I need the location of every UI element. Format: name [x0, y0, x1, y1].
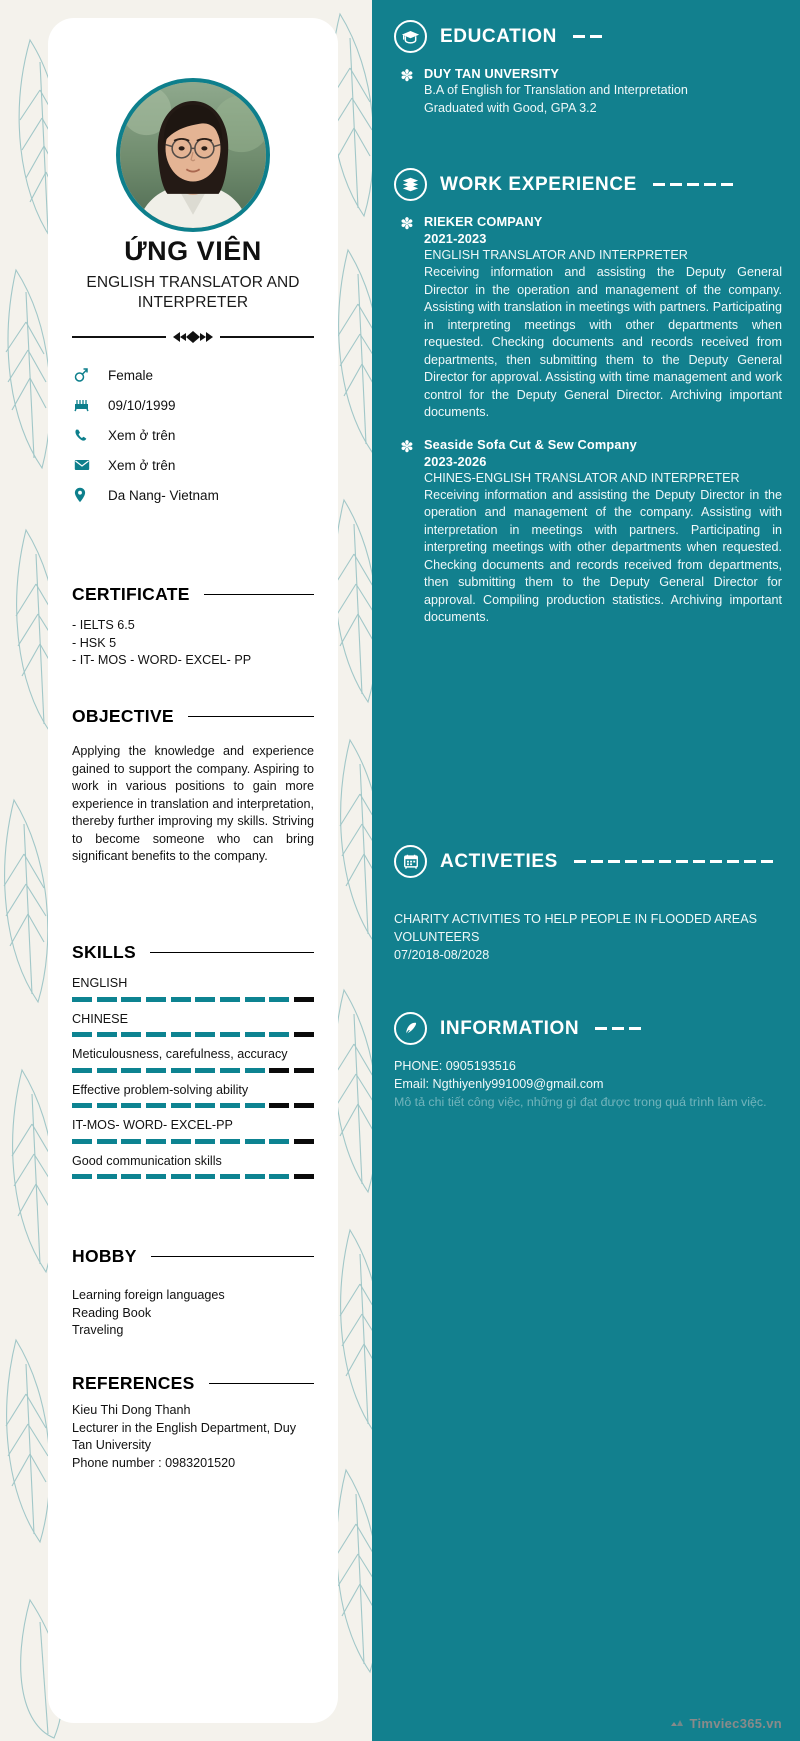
- asterisk-icon: ✽: [400, 216, 414, 233]
- birthdate-value: 09/10/1999: [108, 397, 176, 413]
- skill-segment: [121, 997, 141, 1002]
- skill-segment: [195, 1068, 215, 1073]
- personal-info-list: [74, 360, 318, 510]
- skill-segment: [220, 1103, 240, 1108]
- skill-segment: [171, 997, 191, 1002]
- hobby-section: [72, 1246, 314, 1340]
- candidate-role: ENGLISH TRANSLATOR AND INTERPRETER: [86, 274, 300, 311]
- skill-level-bar: [72, 1174, 314, 1179]
- skill-segment: [195, 1139, 215, 1144]
- education-gpa: Graduated with Good, GPA 3.2: [424, 100, 597, 115]
- email-icon: [74, 459, 100, 471]
- skill-segment: [269, 1139, 289, 1144]
- pen-icon: [394, 1012, 427, 1045]
- location-value: Da Nang- Vietnam: [108, 487, 219, 503]
- information-heading: [394, 1012, 782, 1045]
- skill-segment: [146, 1103, 166, 1108]
- objective-text: Applying the knowledge and experience gained to support the company. Aspiring to work in various positions to gain more experience in translation and interpretation, thereby further improving my skills. Striving to become someone who can bring significant benefits to the company.: [72, 744, 314, 863]
- information-email: Email: Ngthiyenly991009@gmail.com: [394, 1077, 604, 1091]
- skill-segment: [97, 1068, 117, 1073]
- skill-segment: [195, 1103, 215, 1108]
- references-section: [72, 1373, 314, 1472]
- list-item: [74, 390, 318, 420]
- skills-section: [72, 942, 314, 1188]
- certificate-line: - HSK 5: [72, 635, 117, 650]
- skill-segment: [269, 1103, 289, 1108]
- heading-rule: [150, 952, 314, 954]
- skill-segment: [121, 1103, 141, 1108]
- skill-segment: [171, 1068, 191, 1073]
- skill-segment: [294, 1103, 314, 1108]
- skill-segment: [294, 1139, 314, 1144]
- books-icon: [394, 168, 427, 201]
- skill-segment: [72, 1139, 92, 1144]
- skill-item: [72, 1153, 314, 1180]
- skills-heading: [72, 942, 314, 963]
- profile-photo: [120, 82, 266, 228]
- work-entry: [394, 436, 782, 627]
- skills-list: [72, 975, 314, 1179]
- work-period: 2023-2026: [424, 453, 487, 469]
- skill-segment: [97, 1139, 117, 1144]
- hobby-heading: [72, 1246, 314, 1267]
- heading-dashes: [595, 1027, 782, 1030]
- list-item: [74, 450, 318, 480]
- skill-segment: [97, 1032, 117, 1037]
- watermark-mark-icon: [670, 1716, 684, 1731]
- heading-dashes: [653, 183, 782, 186]
- skill-segment: [245, 997, 265, 1002]
- skill-segment: [269, 1174, 289, 1179]
- skill-segment: [245, 1174, 265, 1179]
- phone-icon: [74, 428, 100, 443]
- skill-item: [72, 1046, 314, 1073]
- activity-line: VOLUNTEERS: [394, 930, 480, 944]
- list-item: [74, 480, 318, 510]
- work-org: RIEKER COMPANY: [424, 214, 543, 229]
- skill-segment: [269, 1032, 289, 1037]
- calendar-desk-icon: [394, 845, 427, 878]
- skill-segment: [171, 1139, 191, 1144]
- section-title: CERTIFICATE: [72, 584, 190, 604]
- location-icon: [74, 487, 100, 503]
- information-placeholder: Mô tả chi tiết công việc, những gì đạt được trong quá trình làm việc.: [394, 1095, 767, 1109]
- gender-icon: [74, 367, 100, 383]
- information-phone: PHONE: 0905193516: [394, 1059, 516, 1073]
- work-period: 2021-2023: [424, 231, 487, 246]
- email-value: Xem ở trên: [108, 457, 176, 473]
- skill-label: Good communication skills: [72, 1153, 222, 1168]
- skill-segment: [146, 1032, 166, 1037]
- skill-segment: [294, 1032, 314, 1037]
- work-experience-heading: [394, 168, 782, 201]
- objective-heading: [72, 706, 314, 727]
- asterisk-icon: ✽: [400, 68, 414, 85]
- skill-segment: [171, 1032, 191, 1037]
- work-entry: [394, 213, 782, 422]
- section-title: REFERENCES: [72, 1373, 195, 1393]
- section-title: HOBBY: [72, 1246, 137, 1266]
- work-description: Receiving information and assisting the Deputy Director in the operation and management of the company. Assisting with interpretation in meetings with partners. Participating in interpreting meetings with other departments when requested. Checking documents and records received from departments, then submitting them to the Deputy General Director for approval. Compiling production statistics. Archiving important documents.: [424, 487, 782, 624]
- section-title: ACTIVETIES: [440, 850, 558, 872]
- skill-segment: [97, 1174, 117, 1179]
- skill-segment: [245, 1103, 265, 1108]
- work-description: Receiving information and assisting the Deputy General Director in the operation and management of the company. Assisting with translation in meetings with partners. Participating in interpreting meetings with other departments when requested. Checking documents and records received from departments, then submitting them to the Deputy General Director for approval. Assisting with time management and work control for the Deputy General Director. Archiving important documents.: [424, 265, 782, 419]
- skill-item: [72, 1117, 314, 1144]
- activity-line: 07/2018-08/2028: [394, 948, 490, 962]
- certificate-heading: [72, 584, 314, 605]
- skill-segment: [294, 1174, 314, 1179]
- skill-segment: [97, 997, 117, 1002]
- skill-level-bar: [72, 997, 314, 1002]
- skill-segment: [72, 1174, 92, 1179]
- skill-segment: [245, 1139, 265, 1144]
- heading-dashes: [574, 860, 782, 863]
- skill-segment: [269, 997, 289, 1002]
- skill-segment: [72, 1032, 92, 1037]
- activities-section: [394, 845, 782, 964]
- site-watermark: [670, 1716, 782, 1731]
- diamond-ornament-icon: [171, 330, 215, 344]
- skill-segment: [146, 1068, 166, 1073]
- skill-segment: [220, 1139, 240, 1144]
- skill-segment: [72, 997, 92, 1002]
- right-teal-panel: [372, 0, 800, 1741]
- section-title: INFORMATION: [440, 1017, 580, 1039]
- phone-value: Xem ở trên: [108, 427, 176, 443]
- heading-rule: [188, 716, 314, 718]
- skill-segment: [195, 1032, 215, 1037]
- list-item: [74, 420, 318, 450]
- work-org: Seaside Sofa Cut & Sew Company: [424, 436, 637, 452]
- heading-dashes: [573, 35, 782, 38]
- skill-segment: [220, 1068, 240, 1073]
- skill-label: Meticulousness, carefulness, accuracy: [72, 1047, 288, 1061]
- heading-rule: [151, 1256, 314, 1258]
- education-section: [394, 20, 782, 131]
- graduation-cap-icon: [394, 20, 427, 53]
- skill-segment: [220, 1174, 240, 1179]
- skill-level-bar: [72, 1139, 314, 1144]
- reference-line: Kieu Thi Dong Thanh: [72, 1403, 191, 1417]
- avatar: [116, 78, 270, 232]
- activities-heading: [394, 845, 782, 878]
- certificate-line: - IT- MOS - WORD- EXCEL- PP: [72, 653, 252, 667]
- gender-value: Female: [108, 367, 154, 383]
- skill-segment: [97, 1103, 117, 1108]
- ornament-divider: [72, 326, 314, 348]
- skill-segment: [195, 997, 215, 1002]
- skill-item: [72, 1011, 314, 1038]
- education-degree: B.A of English for Translation and Interpretation: [424, 83, 688, 97]
- reference-line: Lecturer in the English Department, Duy Tan University: [72, 1420, 297, 1452]
- hobby-line: Reading Book: [72, 1305, 152, 1320]
- skill-label: IT-MOS- WORD- EXCEL-PP: [72, 1118, 233, 1132]
- hobby-line: Traveling: [72, 1323, 124, 1337]
- reference-line: Phone number : 0983201520: [72, 1455, 236, 1470]
- information-section: [394, 1012, 782, 1111]
- skill-segment: [72, 1068, 92, 1073]
- section-title: EDUCATION: [440, 25, 557, 47]
- skill-segment: [121, 1139, 141, 1144]
- skill-segment: [121, 1068, 141, 1073]
- objective-section: [72, 706, 314, 866]
- education-heading: [394, 20, 782, 53]
- hobby-line: Learning foreign languages: [72, 1288, 225, 1302]
- section-title: SKILLS: [72, 942, 137, 962]
- skill-segment: [171, 1174, 191, 1179]
- certificate-line: - IELTS 6.5: [72, 618, 135, 632]
- work-role: CHINES-ENGLISH TRANSLATOR AND INTERPRETER: [424, 470, 740, 485]
- heading-rule: [209, 1383, 314, 1385]
- skill-segment: [195, 1174, 215, 1179]
- skill-segment: [269, 1068, 289, 1073]
- skill-level-bar: [72, 1032, 314, 1037]
- skill-level-bar: [72, 1068, 314, 1073]
- skill-segment: [121, 1174, 141, 1179]
- skill-segment: [146, 1174, 166, 1179]
- certificate-section: [72, 584, 314, 670]
- skill-level-bar: [72, 1103, 314, 1108]
- heading-rule: [204, 594, 314, 596]
- skill-label: ENGLISH: [72, 976, 128, 990]
- work-role: ENGLISH TRANSLATOR AND INTERPRETER: [424, 248, 688, 262]
- skill-segment: [294, 997, 314, 1002]
- skill-label: Effective problem-solving ability: [72, 1082, 249, 1097]
- asterisk-icon: ✽: [400, 438, 414, 456]
- skill-segment: [245, 1068, 265, 1073]
- candidate-name: ỨNG VIÊN: [124, 236, 262, 266]
- skill-item: [72, 975, 314, 1002]
- skill-segment: [294, 1068, 314, 1073]
- skill-segment: [245, 1032, 265, 1037]
- list-item: [74, 360, 318, 390]
- skill-item: [72, 1082, 314, 1109]
- skill-label: CHINESE: [72, 1011, 128, 1026]
- skill-segment: [146, 997, 166, 1002]
- skill-segment: [220, 997, 240, 1002]
- skill-segment: [146, 1139, 166, 1144]
- section-title: OBJECTIVE: [72, 706, 174, 726]
- left-profile-card: [48, 18, 338, 1723]
- skill-segment: [72, 1103, 92, 1108]
- calendar-icon: [74, 398, 100, 412]
- education-org: DUY TAN UNVERSITY: [424, 66, 560, 81]
- section-title: WORK EXPERIENCE: [440, 173, 637, 195]
- watermark-text: Timviec365.vn: [689, 1716, 782, 1731]
- work-experience-section: [394, 168, 782, 641]
- references-heading: [72, 1373, 314, 1394]
- skill-segment: [171, 1103, 191, 1108]
- education-entry: [394, 65, 782, 117]
- skill-segment: [220, 1032, 240, 1037]
- activity-line: CHARITY ACTIVITIES TO HELP PEOPLE IN FLOODED AREAS: [394, 912, 757, 926]
- skill-segment: [121, 1032, 141, 1037]
